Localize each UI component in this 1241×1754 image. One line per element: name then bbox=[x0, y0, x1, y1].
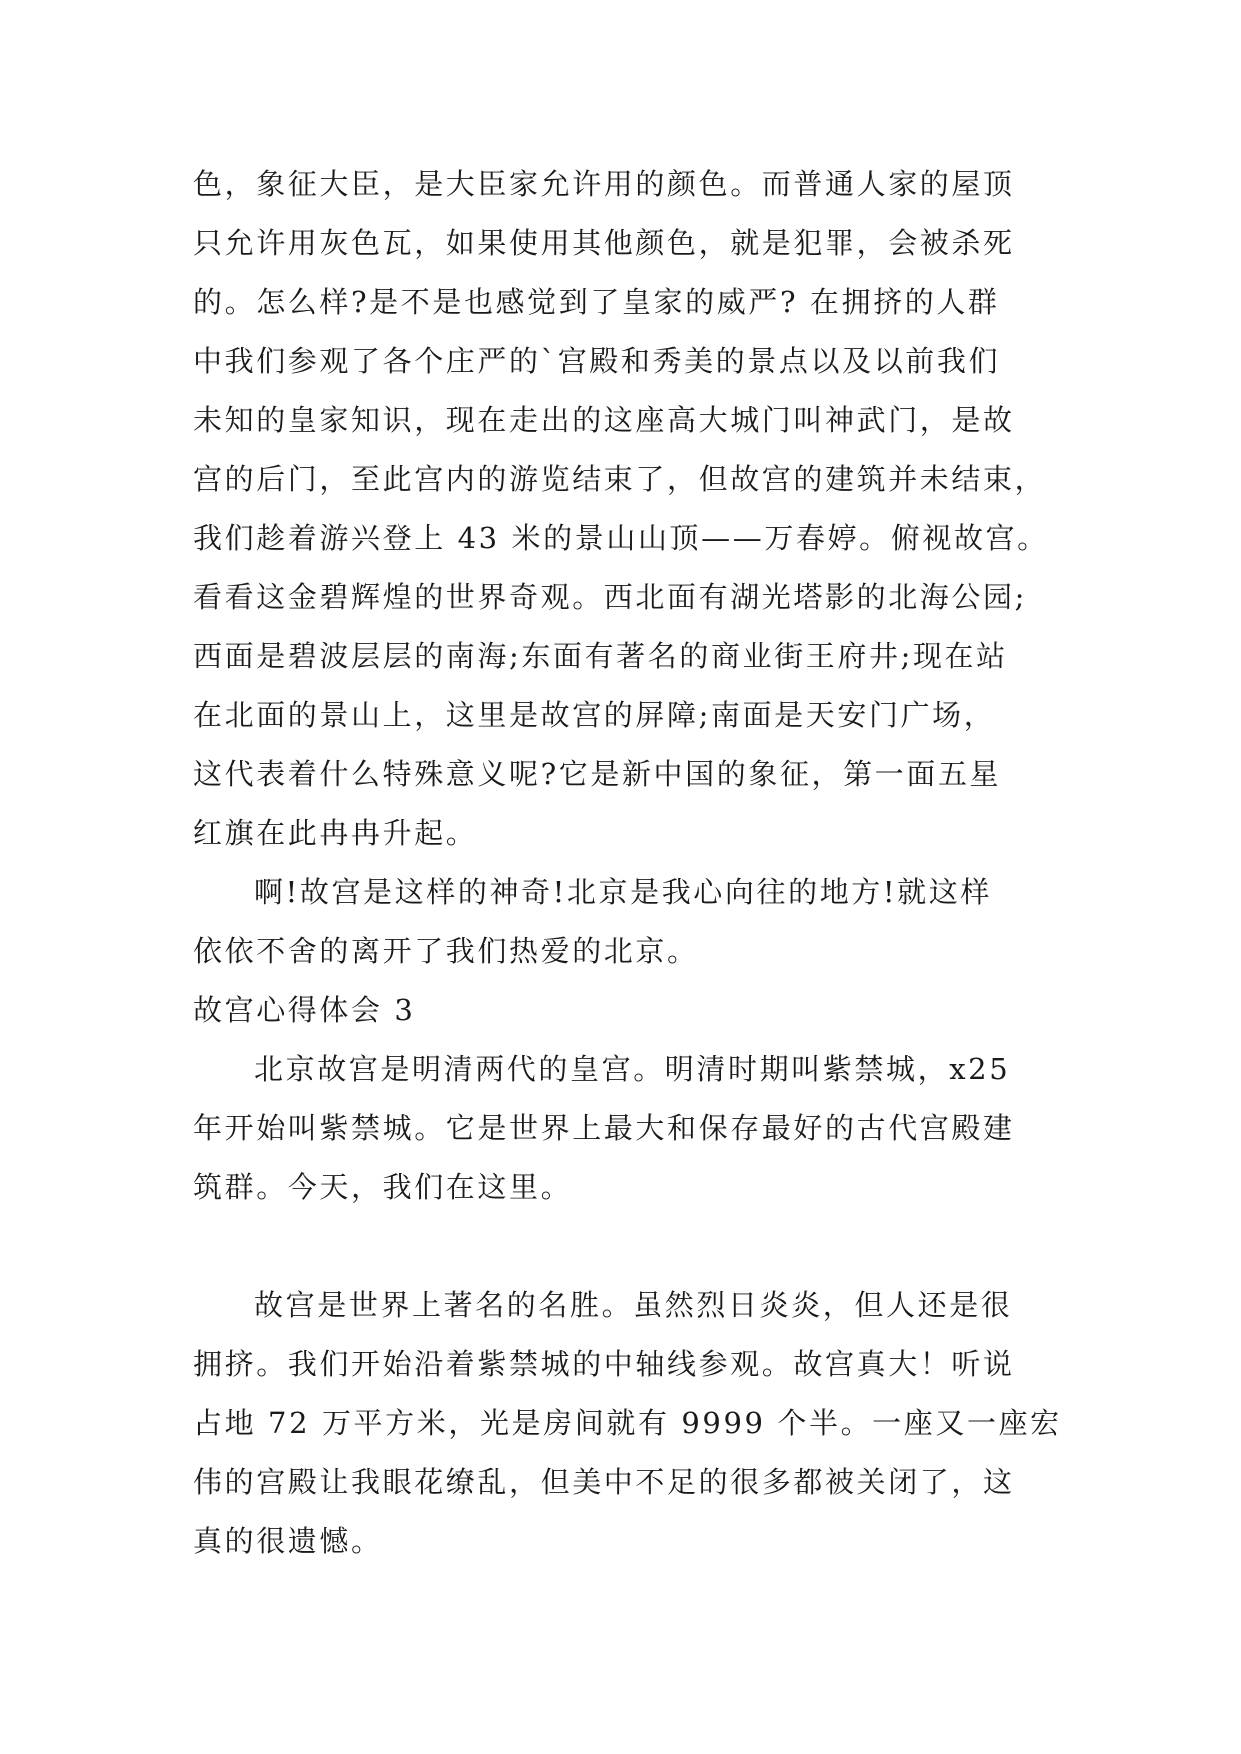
paragraph-line: 西面是碧波层层的南海;东面有著名的商业街王府井;现在站 bbox=[193, 639, 1008, 673]
paragraph-line: 伟的宫殿让我眼花缭乱，但美中不足的很多都被关闭了，这 bbox=[193, 1465, 1015, 1499]
paragraph-line: 色，象征大臣，是大臣家允许用的颜色。而普通人家的屋顶 bbox=[193, 167, 1015, 201]
paragraph-line: 中我们参观了各个庄严的`宫殿和秀美的景点以及以前我们 bbox=[193, 344, 1001, 378]
paragraph-line: 宫的后门，至此宫内的游览结束了，但故宫的建筑并未结束， bbox=[193, 462, 1047, 496]
paragraph-line: 年开始叫紫禁城。它是世界上最大和保存最好的古代宫殿建 bbox=[193, 1111, 1015, 1145]
paragraph-line: 依依不舍的离开了我们热爱的北京。 bbox=[193, 934, 699, 968]
paragraph-line: 这代表着什么特殊意义呢?它是新中国的象征，第一面五星 bbox=[193, 757, 1002, 791]
paragraph-line: 拥挤。我们开始沿着紫禁城的中轴线参观。故宫真大！听说 bbox=[193, 1347, 1015, 1381]
paragraph-line: 只允许用灰色瓦，如果使用其他颜色，就是犯罪，会被杀死 bbox=[193, 226, 1015, 260]
paragraph-line: 未知的皇家知识，现在走出的这座高大城门叫神武门，是故 bbox=[193, 403, 1015, 437]
paragraph-line: 占地 72 万平方米，光是房间就有 9999 个半。一座又一座宏 bbox=[193, 1406, 1062, 1440]
paragraph-line: 我们趁着游兴登上 43 米的景山山顶——万春婷。俯视故宫。 bbox=[193, 521, 1049, 555]
paragraph-line: 真的很遗憾。 bbox=[193, 1524, 383, 1558]
paragraph-line: 红旗在此冉冉升起。 bbox=[193, 816, 478, 850]
paragraph-line: 筑群。今天，我们在这里。 bbox=[193, 1170, 573, 1204]
paragraph-line: 看看这金碧辉煌的世界奇观。西北面有湖光塔影的北海公园; bbox=[193, 580, 1027, 614]
paragraph-line: 故宫是世界上著名的名胜。虽然烈日炎炎，但人还是很 bbox=[254, 1288, 1013, 1322]
paragraph-line: 的。怎么样?是不是也感觉到了皇家的威严? 在拥挤的人群 bbox=[193, 285, 1000, 319]
paragraph-line: 北京故宫是明清两代的皇宫。明清时期叫紫禁城，x25 bbox=[254, 1052, 1011, 1086]
section-heading: 故宫心得体会 3 bbox=[193, 993, 416, 1027]
paragraph-line: 啊!故宫是这样的神奇!北京是我心向往的地方!就这样 bbox=[254, 875, 992, 909]
paragraph-line: 在北面的景山上，这里是故宫的屏障;南面是天安门广场， bbox=[193, 698, 996, 732]
